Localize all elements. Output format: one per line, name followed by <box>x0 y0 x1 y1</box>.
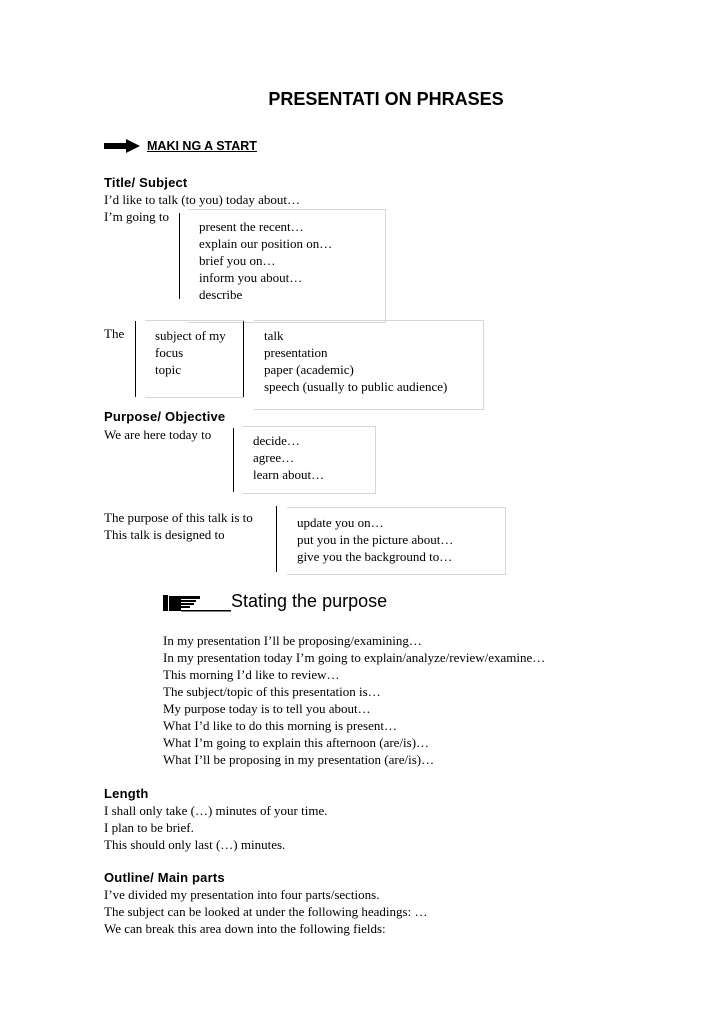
outline-heading: Outline/ Main parts <box>104 870 225 885</box>
options-list <box>199 218 332 303</box>
list-item: topic <box>155 362 181 377</box>
list-item: inform you about… <box>199 270 303 285</box>
list-item: I plan to be brief. <box>104 820 194 835</box>
list-item: agree… <box>253 450 295 465</box>
options-list <box>297 514 453 565</box>
list-item: In my presentation I’ll be proposing/examining… <box>163 633 422 648</box>
purpose-heading: Purpose/ Objective <box>104 409 226 424</box>
list-item: I shall only take (…) minutes of your time. <box>104 803 328 818</box>
list-item: The subject/topic of this presentation is… <box>163 684 381 699</box>
title-subject-line: I’d like to talk (to you) today about… <box>104 192 301 207</box>
title-subject-line: I’m going to <box>104 209 169 224</box>
stating-purpose-list <box>163 632 545 768</box>
list-item: update you on… <box>297 515 384 530</box>
list-item: explain our position on… <box>199 236 333 251</box>
purpose-line: We are here today to <box>104 427 212 442</box>
bracket-line <box>135 321 136 397</box>
options-list <box>264 327 447 395</box>
title-subject-heading: Title/ Subject <box>104 175 188 190</box>
bracket-line <box>276 506 277 572</box>
bracket-line <box>233 428 234 492</box>
list-item: This should only last (…) minutes. <box>104 837 286 852</box>
list-item: learn about… <box>253 467 325 482</box>
list-item: brief you on… <box>199 253 276 268</box>
list-item: describe <box>199 287 243 302</box>
list-item: My purpose today is to tell you about… <box>163 701 371 716</box>
options-list <box>253 432 324 483</box>
list-item: What I’d like to do this morning is present… <box>163 718 397 733</box>
list-item: focus <box>155 345 184 360</box>
list-item: presentation <box>264 345 328 360</box>
length-heading: Length <box>104 786 149 801</box>
list-item: In my presentation today I’m going to explain/analyze/review/examine… <box>163 650 546 665</box>
purpose-talk-lines <box>104 509 253 543</box>
list-item: give you the background to… <box>297 549 453 564</box>
list-item: I’ve divided my presentation into four parts/sections. <box>104 887 380 902</box>
length-list <box>104 802 327 853</box>
the-label: The <box>104 326 125 341</box>
list-item: subject of my <box>155 328 226 343</box>
list-item: The subject can be looked at under the following headings: … <box>104 904 428 919</box>
options-list <box>155 327 226 378</box>
right-arrow-icon <box>104 139 140 153</box>
list-item: present the recent… <box>199 219 304 234</box>
bracket-line <box>179 213 180 299</box>
stating-purpose-heading: Stating the purpose <box>231 591 388 611</box>
list-item: put you in the picture about… <box>297 532 454 547</box>
outline-list <box>104 886 427 937</box>
purpose-line: This talk is designed to <box>104 527 225 542</box>
list-item: talk <box>264 328 284 343</box>
list-item: speech (usually to public audience) <box>264 379 448 394</box>
list-item: paper (academic) <box>264 362 354 377</box>
list-item: This morning I’d like to review… <box>163 667 340 682</box>
page-title: PRESENTATI ON PHRASES <box>268 89 504 109</box>
bracket-line <box>243 321 244 397</box>
pointing-hand-icon <box>163 592 231 612</box>
list-item: decide… <box>253 433 300 448</box>
list-item: What I’m going to explain this afternoon (are/is)… <box>163 735 430 750</box>
list-item: We can break this area down into the following fields: <box>104 921 386 936</box>
list-item: What I’ll be proposing in my presentation (are/is)… <box>163 752 435 767</box>
purpose-line: The purpose of this talk is to <box>104 510 253 525</box>
section-heading: MAKI NG A START <box>147 139 257 153</box>
